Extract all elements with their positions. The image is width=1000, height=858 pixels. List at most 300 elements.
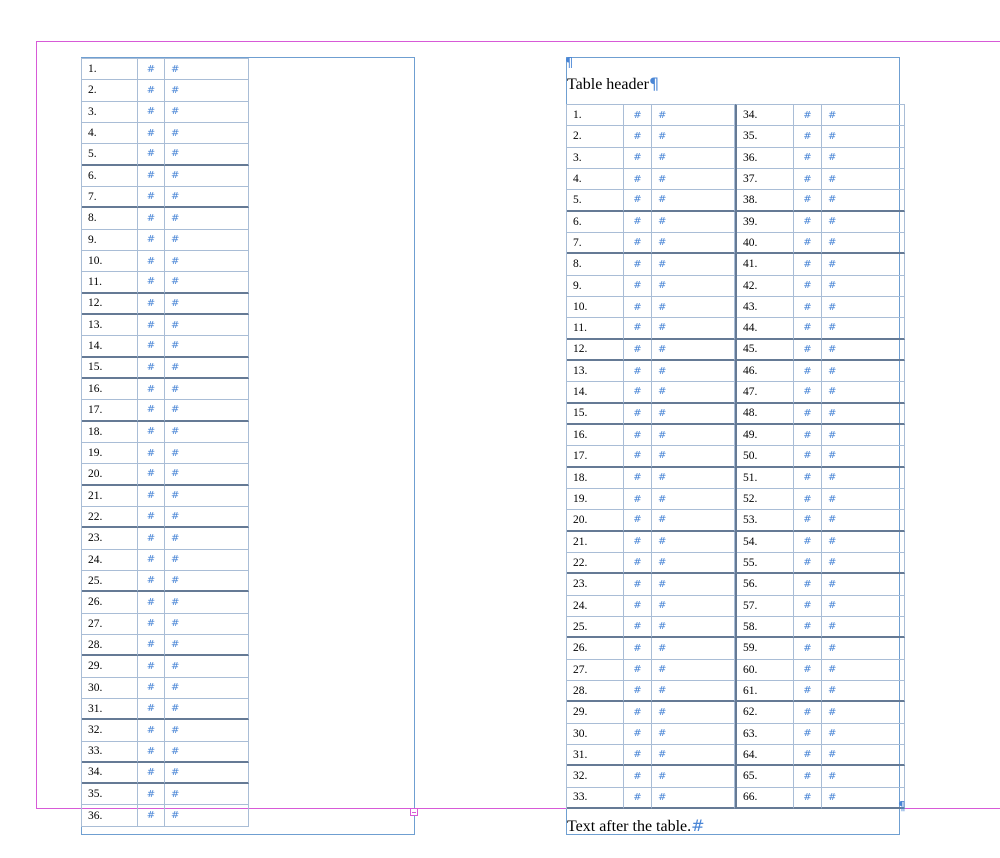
cell[interactable] bbox=[165, 230, 249, 251]
cell[interactable] bbox=[165, 166, 249, 187]
row-number-cell[interactable]: 12. bbox=[567, 340, 624, 361]
cell[interactable] bbox=[138, 720, 165, 741]
table-row[interactable] bbox=[737, 766, 905, 787]
table-row[interactable] bbox=[737, 574, 905, 595]
row-number-cell[interactable]: 34. bbox=[82, 763, 138, 784]
cell[interactable] bbox=[624, 638, 652, 659]
cell[interactable] bbox=[794, 254, 822, 275]
row-number-cell[interactable]: 50. bbox=[737, 446, 794, 467]
cell[interactable] bbox=[165, 294, 249, 315]
row-number-cell[interactable]: 6. bbox=[567, 212, 624, 233]
row-number-cell[interactable]: 27. bbox=[82, 614, 138, 635]
cell[interactable] bbox=[138, 294, 165, 315]
cell[interactable] bbox=[822, 318, 905, 339]
cell[interactable] bbox=[624, 212, 652, 233]
row-number-cell[interactable]: 5. bbox=[567, 190, 624, 211]
row-number-cell[interactable]: 31. bbox=[567, 745, 624, 766]
cell[interactable] bbox=[822, 766, 905, 787]
cell[interactable] bbox=[794, 169, 822, 190]
cell[interactable] bbox=[138, 614, 165, 635]
table-row[interactable] bbox=[737, 276, 905, 297]
cell[interactable] bbox=[652, 190, 735, 211]
cell[interactable] bbox=[138, 251, 165, 272]
cell[interactable] bbox=[794, 340, 822, 361]
row-number-cell[interactable]: 32. bbox=[82, 720, 138, 741]
row-number-cell[interactable]: 42. bbox=[737, 276, 794, 297]
row-number-cell[interactable]: 32. bbox=[567, 766, 624, 787]
table-row[interactable] bbox=[82, 251, 249, 272]
cell[interactable] bbox=[822, 489, 905, 510]
cell[interactable] bbox=[652, 425, 735, 446]
cell[interactable] bbox=[165, 315, 249, 336]
cell[interactable] bbox=[822, 468, 905, 489]
table-row[interactable] bbox=[82, 571, 249, 592]
row-number-cell[interactable]: 64. bbox=[737, 745, 794, 766]
table-row[interactable] bbox=[567, 148, 735, 169]
table-row[interactable] bbox=[82, 614, 249, 635]
cell[interactable] bbox=[822, 660, 905, 681]
cell[interactable] bbox=[165, 272, 249, 293]
table-row[interactable] bbox=[567, 126, 735, 147]
cell[interactable] bbox=[624, 617, 652, 638]
table-row[interactable] bbox=[82, 315, 249, 336]
cell[interactable] bbox=[794, 660, 822, 681]
table-row[interactable] bbox=[567, 489, 735, 510]
cell[interactable] bbox=[138, 571, 165, 592]
cell[interactable] bbox=[624, 105, 652, 126]
cell[interactable] bbox=[794, 702, 822, 723]
row-number-cell[interactable]: 34. bbox=[737, 105, 794, 126]
table-row[interactable] bbox=[567, 724, 735, 745]
row-number-cell[interactable]: 3. bbox=[567, 148, 624, 169]
table-row[interactable] bbox=[82, 486, 249, 507]
table-row[interactable] bbox=[82, 528, 249, 549]
table-row[interactable] bbox=[82, 784, 249, 805]
row-number-cell[interactable]: 22. bbox=[82, 507, 138, 528]
row-number-cell[interactable]: 45. bbox=[737, 340, 794, 361]
cell[interactable] bbox=[165, 443, 249, 464]
cell[interactable] bbox=[624, 468, 652, 489]
cell[interactable] bbox=[652, 510, 735, 531]
cell[interactable] bbox=[165, 123, 249, 144]
row-number-cell[interactable]: 29. bbox=[567, 702, 624, 723]
table-row[interactable] bbox=[82, 294, 249, 315]
cell[interactable] bbox=[165, 742, 249, 763]
row-number-cell[interactable]: 7. bbox=[567, 233, 624, 254]
cell[interactable] bbox=[822, 254, 905, 275]
cell[interactable] bbox=[652, 297, 735, 318]
table-row[interactable] bbox=[737, 745, 905, 766]
row-number-cell[interactable]: 40. bbox=[737, 233, 794, 254]
cell[interactable] bbox=[138, 80, 165, 101]
row-number-cell[interactable]: 4. bbox=[567, 169, 624, 190]
cell[interactable] bbox=[138, 528, 165, 549]
cell[interactable] bbox=[794, 510, 822, 531]
row-number-cell[interactable]: 57. bbox=[737, 596, 794, 617]
cell[interactable] bbox=[624, 126, 652, 147]
cell[interactable] bbox=[165, 358, 249, 379]
row-number-cell[interactable]: 26. bbox=[82, 592, 138, 613]
cell[interactable] bbox=[165, 763, 249, 784]
row-number-cell[interactable]: 23. bbox=[82, 528, 138, 549]
cell[interactable] bbox=[138, 507, 165, 528]
row-number-cell[interactable]: 56. bbox=[737, 574, 794, 595]
table-row[interactable] bbox=[567, 446, 735, 467]
table-row[interactable] bbox=[567, 254, 735, 275]
row-number-cell[interactable]: 18. bbox=[567, 468, 624, 489]
row-number-cell[interactable]: 23. bbox=[567, 574, 624, 595]
cell[interactable] bbox=[652, 105, 735, 126]
cell[interactable] bbox=[794, 468, 822, 489]
table-row[interactable] bbox=[82, 379, 249, 400]
row-number-cell[interactable]: 16. bbox=[82, 379, 138, 400]
cell[interactable] bbox=[138, 272, 165, 293]
cell[interactable] bbox=[165, 422, 249, 443]
table-row[interactable] bbox=[567, 745, 735, 766]
table-row[interactable] bbox=[567, 340, 735, 361]
cell[interactable] bbox=[794, 148, 822, 169]
cell[interactable] bbox=[138, 102, 165, 123]
table-row[interactable] bbox=[82, 422, 249, 443]
cell[interactable] bbox=[138, 550, 165, 571]
cell[interactable] bbox=[138, 678, 165, 699]
cell[interactable] bbox=[624, 276, 652, 297]
cell[interactable] bbox=[822, 446, 905, 467]
row-number-cell[interactable]: 28. bbox=[82, 635, 138, 656]
row-number-cell[interactable]: 21. bbox=[82, 486, 138, 507]
row-number-cell[interactable]: 65. bbox=[737, 766, 794, 787]
cell[interactable] bbox=[822, 553, 905, 574]
table-row[interactable] bbox=[82, 208, 249, 229]
row-number-cell[interactable]: 19. bbox=[567, 489, 624, 510]
cell[interactable] bbox=[652, 745, 735, 766]
row-number-cell[interactable]: 55. bbox=[737, 553, 794, 574]
table-row[interactable] bbox=[82, 59, 249, 80]
table-row[interactable] bbox=[82, 720, 249, 741]
cell[interactable] bbox=[165, 379, 249, 400]
cell[interactable] bbox=[652, 574, 735, 595]
cell[interactable] bbox=[652, 361, 735, 382]
cell[interactable] bbox=[822, 425, 905, 446]
cell[interactable] bbox=[794, 297, 822, 318]
row-number-cell[interactable]: 10. bbox=[82, 251, 138, 272]
table-row[interactable] bbox=[737, 233, 905, 254]
row-number-cell[interactable]: 14. bbox=[567, 382, 624, 403]
table-row[interactable] bbox=[737, 681, 905, 702]
row-number-cell[interactable]: 11. bbox=[567, 318, 624, 339]
cell[interactable] bbox=[624, 318, 652, 339]
cell[interactable] bbox=[794, 574, 822, 595]
row-number-cell[interactable]: 9. bbox=[82, 230, 138, 251]
cell[interactable] bbox=[165, 336, 249, 357]
text-after-table[interactable] bbox=[567, 816, 705, 836]
cell[interactable] bbox=[165, 784, 249, 805]
cell[interactable] bbox=[138, 805, 165, 826]
row-number-cell[interactable]: 1. bbox=[567, 105, 624, 126]
cell[interactable] bbox=[138, 699, 165, 720]
table-row[interactable] bbox=[82, 102, 249, 123]
cell[interactable] bbox=[165, 571, 249, 592]
cell[interactable] bbox=[624, 510, 652, 531]
row-number-cell[interactable]: 29. bbox=[82, 656, 138, 677]
table-row[interactable] bbox=[567, 297, 735, 318]
cell[interactable] bbox=[822, 297, 905, 318]
table-row[interactable] bbox=[82, 336, 249, 357]
row-number-cell[interactable]: 35. bbox=[737, 126, 794, 147]
table-row[interactable] bbox=[567, 617, 735, 638]
row-number-cell[interactable]: 9. bbox=[567, 276, 624, 297]
row-number-cell[interactable]: 39. bbox=[737, 212, 794, 233]
cell[interactable] bbox=[794, 745, 822, 766]
cell[interactable] bbox=[652, 724, 735, 745]
table-row[interactable] bbox=[567, 702, 735, 723]
row-number-cell[interactable]: 24. bbox=[567, 596, 624, 617]
cell[interactable] bbox=[165, 699, 249, 720]
cell[interactable] bbox=[624, 446, 652, 467]
row-number-cell[interactable]: 10. bbox=[567, 297, 624, 318]
row-number-cell[interactable]: 43. bbox=[737, 297, 794, 318]
row-number-cell[interactable]: 26. bbox=[567, 638, 624, 659]
table-row[interactable] bbox=[82, 742, 249, 763]
table-row[interactable] bbox=[567, 660, 735, 681]
cell[interactable] bbox=[794, 489, 822, 510]
row-number-cell[interactable]: 63. bbox=[737, 724, 794, 745]
table-row[interactable] bbox=[737, 724, 905, 745]
cell[interactable] bbox=[138, 123, 165, 144]
table-row[interactable] bbox=[82, 550, 249, 571]
cell[interactable] bbox=[822, 190, 905, 211]
cell[interactable] bbox=[794, 766, 822, 787]
cell[interactable] bbox=[652, 553, 735, 574]
cell[interactable] bbox=[794, 361, 822, 382]
table-row[interactable] bbox=[567, 574, 735, 595]
table-row[interactable] bbox=[82, 400, 249, 421]
table-row[interactable] bbox=[737, 190, 905, 211]
cell[interactable] bbox=[652, 148, 735, 169]
row-number-cell[interactable]: 19. bbox=[82, 443, 138, 464]
row-number-cell[interactable]: 46. bbox=[737, 361, 794, 382]
cell[interactable] bbox=[794, 724, 822, 745]
cell[interactable] bbox=[822, 148, 905, 169]
row-number-cell[interactable]: 12. bbox=[82, 294, 138, 315]
cell[interactable] bbox=[652, 276, 735, 297]
cell[interactable] bbox=[822, 702, 905, 723]
cell[interactable] bbox=[624, 596, 652, 617]
cell[interactable] bbox=[652, 446, 735, 467]
cell[interactable] bbox=[624, 660, 652, 681]
cell[interactable] bbox=[624, 382, 652, 403]
cell[interactable] bbox=[624, 724, 652, 745]
cell[interactable] bbox=[794, 404, 822, 425]
cell[interactable] bbox=[624, 425, 652, 446]
cell[interactable] bbox=[822, 404, 905, 425]
cell[interactable] bbox=[138, 59, 165, 80]
cell[interactable] bbox=[624, 745, 652, 766]
cell[interactable] bbox=[652, 318, 735, 339]
table-row[interactable] bbox=[567, 212, 735, 233]
row-number-cell[interactable]: 51. bbox=[737, 468, 794, 489]
cell[interactable] bbox=[624, 788, 652, 809]
row-number-cell[interactable]: 20. bbox=[82, 464, 138, 485]
table-row[interactable] bbox=[567, 318, 735, 339]
cell[interactable] bbox=[652, 660, 735, 681]
row-number-cell[interactable]: 3. bbox=[82, 102, 138, 123]
cell[interactable] bbox=[624, 148, 652, 169]
row-number-cell[interactable]: 13. bbox=[567, 361, 624, 382]
cell[interactable] bbox=[165, 251, 249, 272]
cell[interactable] bbox=[794, 105, 822, 126]
row-number-cell[interactable]: 30. bbox=[567, 724, 624, 745]
cell[interactable] bbox=[138, 315, 165, 336]
table-row[interactable] bbox=[737, 169, 905, 190]
table-row[interactable] bbox=[567, 425, 735, 446]
cell[interactable] bbox=[165, 102, 249, 123]
table-row[interactable] bbox=[567, 233, 735, 254]
right-table[interactable] bbox=[566, 104, 905, 809]
left-table[interactable] bbox=[81, 58, 249, 827]
cell[interactable] bbox=[624, 233, 652, 254]
row-number-cell[interactable]: 60. bbox=[737, 660, 794, 681]
row-number-cell[interactable]: 25. bbox=[82, 571, 138, 592]
table-row[interactable] bbox=[567, 190, 735, 211]
cell[interactable] bbox=[624, 190, 652, 211]
cell[interactable] bbox=[138, 592, 165, 613]
cell[interactable] bbox=[652, 169, 735, 190]
row-number-cell[interactable]: 44. bbox=[737, 318, 794, 339]
table-row[interactable] bbox=[737, 446, 905, 467]
table-row[interactable] bbox=[567, 532, 735, 553]
row-number-cell[interactable]: 25. bbox=[567, 617, 624, 638]
cell[interactable] bbox=[822, 382, 905, 403]
cell[interactable] bbox=[165, 507, 249, 528]
table-row[interactable] bbox=[82, 464, 249, 485]
table-row[interactable] bbox=[737, 468, 905, 489]
cell[interactable] bbox=[138, 443, 165, 464]
table-row[interactable] bbox=[82, 272, 249, 293]
cell[interactable] bbox=[624, 574, 652, 595]
cell[interactable] bbox=[138, 635, 165, 656]
cell[interactable] bbox=[624, 361, 652, 382]
row-number-cell[interactable]: 59. bbox=[737, 638, 794, 659]
table-row[interactable] bbox=[737, 510, 905, 531]
table-row[interactable] bbox=[82, 166, 249, 187]
row-number-cell[interactable]: 33. bbox=[82, 742, 138, 763]
cell[interactable] bbox=[822, 745, 905, 766]
cell[interactable] bbox=[138, 742, 165, 763]
table-row[interactable] bbox=[82, 443, 249, 464]
table-row[interactable] bbox=[567, 382, 735, 403]
cell[interactable] bbox=[652, 489, 735, 510]
row-number-cell[interactable]: 5. bbox=[82, 144, 138, 165]
cell[interactable] bbox=[624, 254, 652, 275]
cell[interactable] bbox=[794, 425, 822, 446]
table-row[interactable] bbox=[567, 788, 735, 809]
cell[interactable] bbox=[794, 190, 822, 211]
table-row[interactable] bbox=[82, 358, 249, 379]
cell[interactable] bbox=[165, 464, 249, 485]
table-row[interactable] bbox=[567, 638, 735, 659]
row-number-cell[interactable]: 49. bbox=[737, 425, 794, 446]
cell[interactable] bbox=[794, 276, 822, 297]
cell[interactable] bbox=[652, 638, 735, 659]
row-number-cell[interactable]: 2. bbox=[567, 126, 624, 147]
table-row[interactable] bbox=[567, 510, 735, 531]
cell[interactable] bbox=[822, 574, 905, 595]
cell[interactable] bbox=[165, 59, 249, 80]
row-number-cell[interactable]: 28. bbox=[567, 681, 624, 702]
table-row[interactable] bbox=[737, 788, 905, 809]
cell[interactable] bbox=[624, 766, 652, 787]
cell[interactable] bbox=[138, 656, 165, 677]
cell[interactable] bbox=[822, 126, 905, 147]
table-row[interactable] bbox=[737, 105, 905, 126]
cell[interactable] bbox=[794, 788, 822, 809]
cell[interactable] bbox=[165, 208, 249, 229]
table-row[interactable] bbox=[82, 123, 249, 144]
cell[interactable] bbox=[624, 702, 652, 723]
row-number-cell[interactable]: 15. bbox=[567, 404, 624, 425]
cell[interactable] bbox=[165, 486, 249, 507]
row-number-cell[interactable]: 52. bbox=[737, 489, 794, 510]
cell[interactable] bbox=[652, 681, 735, 702]
cell[interactable] bbox=[138, 464, 165, 485]
cell[interactable] bbox=[652, 340, 735, 361]
cell[interactable] bbox=[822, 233, 905, 254]
cell[interactable] bbox=[652, 233, 735, 254]
cell[interactable] bbox=[138, 400, 165, 421]
row-number-cell[interactable]: 18. bbox=[82, 422, 138, 443]
cell[interactable] bbox=[822, 105, 905, 126]
table-row[interactable] bbox=[82, 678, 249, 699]
cell[interactable] bbox=[165, 614, 249, 635]
table-row[interactable] bbox=[737, 126, 905, 147]
table-row[interactable] bbox=[737, 489, 905, 510]
table-row[interactable] bbox=[82, 592, 249, 613]
cell[interactable] bbox=[624, 681, 652, 702]
cell[interactable] bbox=[165, 550, 249, 571]
cell[interactable] bbox=[624, 404, 652, 425]
row-number-cell[interactable]: 13. bbox=[82, 315, 138, 336]
row-number-cell[interactable]: 21. bbox=[567, 532, 624, 553]
table-row[interactable] bbox=[567, 276, 735, 297]
cell[interactable] bbox=[794, 638, 822, 659]
cell[interactable] bbox=[652, 532, 735, 553]
row-number-cell[interactable]: 36. bbox=[82, 805, 138, 826]
cell[interactable] bbox=[138, 208, 165, 229]
row-number-cell[interactable]: 2. bbox=[82, 80, 138, 101]
cell[interactable] bbox=[794, 382, 822, 403]
row-number-cell[interactable]: 15. bbox=[82, 358, 138, 379]
table-row[interactable] bbox=[737, 617, 905, 638]
table-row[interactable] bbox=[737, 702, 905, 723]
cell[interactable] bbox=[138, 230, 165, 251]
cell[interactable] bbox=[165, 678, 249, 699]
row-number-cell[interactable]: 31. bbox=[82, 699, 138, 720]
row-number-cell[interactable]: 20. bbox=[567, 510, 624, 531]
table-row[interactable] bbox=[567, 596, 735, 617]
row-number-cell[interactable]: 38. bbox=[737, 190, 794, 211]
table-row[interactable] bbox=[567, 404, 735, 425]
cell[interactable] bbox=[652, 702, 735, 723]
row-number-cell[interactable]: 36. bbox=[737, 148, 794, 169]
cell[interactable] bbox=[165, 592, 249, 613]
row-number-cell[interactable]: 35. bbox=[82, 784, 138, 805]
table-row[interactable] bbox=[567, 361, 735, 382]
cell[interactable] bbox=[794, 212, 822, 233]
cell[interactable] bbox=[822, 340, 905, 361]
cell[interactable] bbox=[652, 212, 735, 233]
cell[interactable] bbox=[822, 361, 905, 382]
